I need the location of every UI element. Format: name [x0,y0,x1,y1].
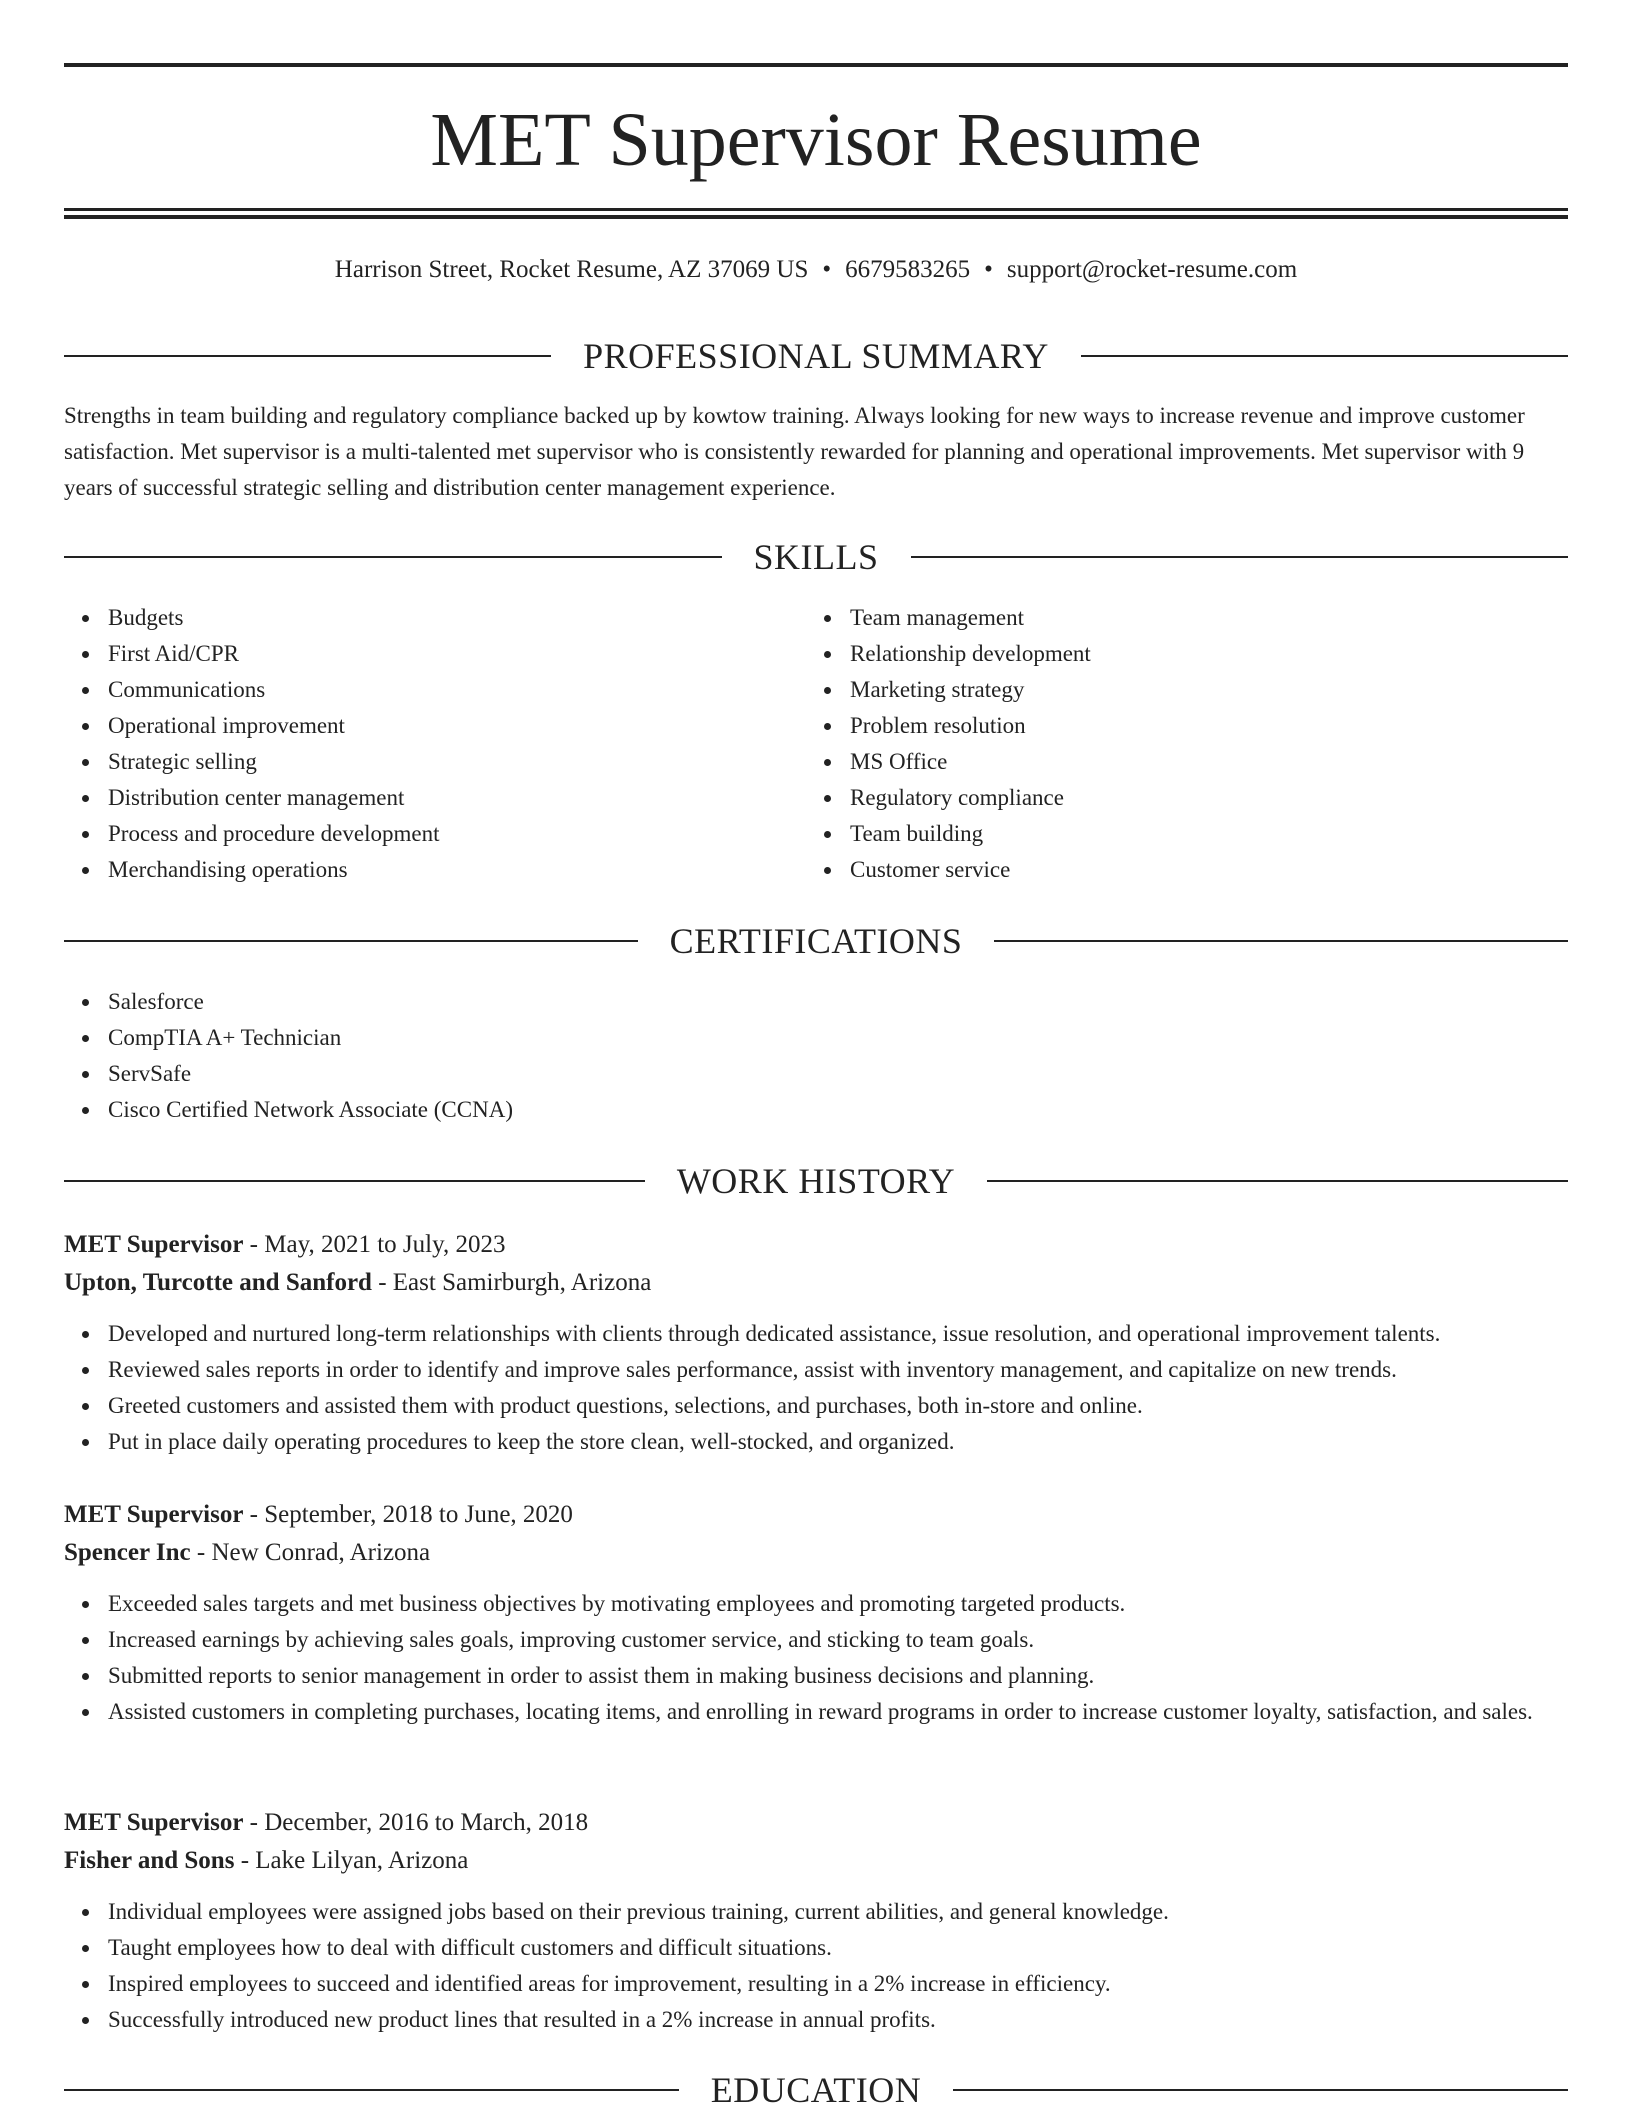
divider-line [911,556,1569,558]
job-role-line [64,1496,1568,1534]
list-item: CompTIA A+ Technician [64,1020,1064,1056]
list-item: Salesforce [64,984,1064,1020]
job-company-line [64,1534,1568,1572]
summary-text: Strengths in team building and regulatory compliance backed up by kowtow training. Always looking for new ways to increase revenue and improve customer satisfaction. Met supervisor is a multi-talented met supervisor who is consistently rewarded for planning and operational improvements. Met supervisor with 9 years of successful strategic selling and distribution center management experience. [64,403,1525,500]
job-role-line [64,1226,1568,1264]
job-title: MET Supervisor [64,1501,244,1528]
job-company: Spencer Inc [64,1539,191,1566]
list-item: Increased earnings by achieving sales goals, improving customer service, and sticking to team goals. [64,1622,1568,1658]
contact-line [64,254,1568,286]
contact-separator: • [984,256,993,283]
divider-line [987,1180,1568,1182]
divider-line [994,940,1568,942]
list-item: ServSafe [64,1056,1064,1092]
list-item: First Aid/CPR [64,636,764,672]
list-item: Taught employees how to deal with difficult customers and difficult situations. [64,1930,1568,1966]
divider-line [64,556,722,558]
list-item: Put in place daily operating procedures to keep the store clean, well-stocked, and organized. [64,1424,1568,1460]
section-header-summary [64,334,1568,378]
divider-line [1081,355,1568,357]
list-item: Team management [806,600,1506,636]
job-location: - New Conrad, Arizona [190,1539,431,1566]
divider-line [64,1180,645,1182]
job-dates: - May, 2021 to July, 2023 [243,1231,506,1258]
list-item: Inspired employees to succeed and identified areas for improvement, resulting in a 2% increase in efficiency. [64,1966,1568,2002]
divider-line [64,355,551,357]
list-item: Merchandising operations [64,852,764,888]
top-rule [64,63,1568,67]
job-location: - East Samirburgh, Arizona [371,1269,652,1296]
job-company-line [64,1842,1568,1880]
section-title-certifications: CERTIFICATIONS [669,921,963,961]
section-header-work-history [64,1159,1568,1203]
list-item: Distribution center management [64,780,764,816]
list-item: Relationship development [806,636,1506,672]
divider-line [64,940,638,942]
list-item: Problem resolution [806,708,1506,744]
job-entry [64,1804,1568,2038]
job-location: - Lake Lilyan, Arizona [234,1847,469,1874]
job-bullets [64,1894,1568,2038]
job-bullets [64,1586,1568,1730]
skills-list-left [64,600,764,888]
skills-list-right [806,600,1506,888]
list-item: Submitted reports to senior management in order to assist them in making business decisions and planning. [64,1658,1568,1694]
list-item: Exceeded sales targets and met business objectives by motivating employees and promoting targeted products. [64,1586,1568,1622]
list-item: Customer service [806,852,1506,888]
list-item: Cisco Certified Network Associate (CCNA) [64,1092,1064,1128]
job-company: Upton, Turcotte and Sanford [64,1269,372,1296]
job-entry [64,1226,1568,1460]
list-item: Successfully introduced new product lines that resulted in a 2% increase in annual profits. [64,2002,1568,2038]
resume-title: MET Supervisor Resume [430,98,1202,182]
divider-line [64,2089,679,2091]
job-company: Fisher and Sons [64,1847,235,1874]
job-dates: - December, 2016 to March, 2018 [243,1809,589,1836]
contact-separator: • [822,256,832,283]
job-role-line [64,1804,1568,1842]
job-dates: - September, 2018 to June, 2020 [243,1501,573,1528]
list-item: Regulatory compliance [806,780,1506,816]
section-title-summary: PROFESSIONAL SUMMARY [583,336,1049,376]
contact-address: Harrison Street, Rocket Resume, AZ 37069 US [334,256,809,283]
list-item: Operational improvement [64,708,764,744]
section-title-education: EDUCATION [710,2070,922,2110]
section-header-education [64,2068,1568,2112]
section-title-skills: SKILLS [753,537,879,577]
title-double-rule [64,208,1568,219]
list-item: Developed and nurtured long-term relationships with clients through dedicated assistance, issue resolution, and operational improvement talents. [64,1316,1568,1352]
section-title-work-history: WORK HISTORY [676,1161,956,1201]
list-item: Budgets [64,600,764,636]
divider-line [953,2089,1568,2091]
list-item: Individual employees were assigned jobs based on their previous training, current abilities, and general knowledge. [64,1894,1568,1930]
section-header-skills [64,535,1568,579]
job-title: MET Supervisor [64,1231,244,1258]
contact-phone: 6679583265 [845,256,971,283]
list-item: Team building [806,816,1506,852]
job-bullets [64,1316,1568,1460]
list-item: Greeted customers and assisted them with product questions, selections, and purchases, both in-store and online. [64,1388,1568,1424]
certifications-list [64,984,1064,1128]
list-item: Assisted customers in completing purchases, locating items, and enrolling in reward programs in order to increase customer loyalty, satisfaction, and sales. [64,1694,1568,1730]
list-item: Process and procedure development [64,816,764,852]
list-item: Communications [64,672,764,708]
job-company-line [64,1264,1568,1302]
job-title: MET Supervisor [64,1809,244,1836]
section-header-certifications [64,919,1568,963]
list-item: Strategic selling [64,744,764,780]
list-item: Reviewed sales reports in order to identify and improve sales performance, assist with inventory management, and capitalize on new trends. [64,1352,1568,1388]
job-entry [64,1496,1568,1730]
list-item: Marketing strategy [806,672,1506,708]
list-item: MS Office [806,744,1506,780]
contact-email: support@rocket-resume.com [1006,256,1298,283]
